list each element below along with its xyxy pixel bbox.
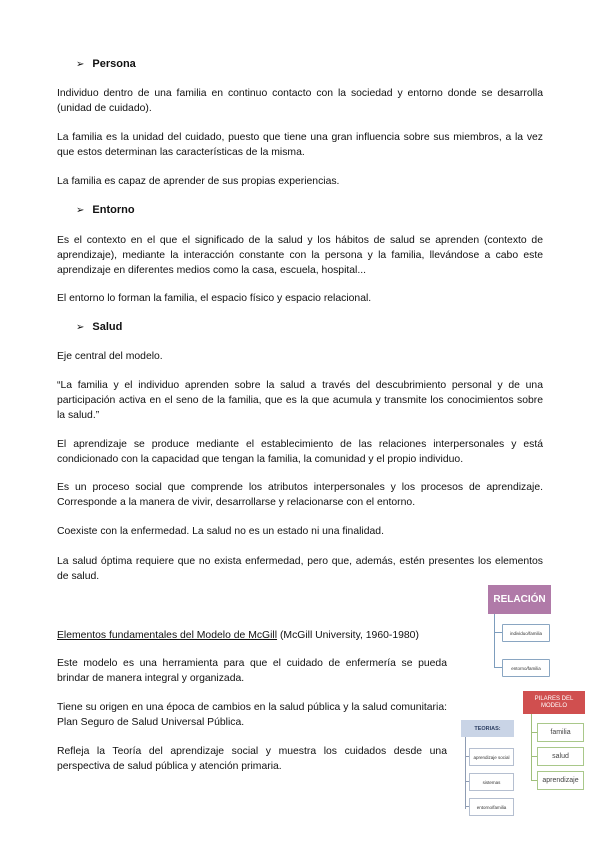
paragraph: Coexiste con la enfermedad. La salud no es un estado ni una finalidad. [57,526,384,537]
teorias-item: entorno/familia [469,798,514,816]
paragraph: La familia es la unidad del cuidado, puesto que tiene una gran influencia sobre sus miembros, a la vez que estos determinan las características de la misma. [57,132,543,158]
connector-line [494,632,502,633]
paragraph: Refleja la Teoría del aprendizaje social y muestra los cuidados desde una perspectiva de salud pública y atención primaria. [57,746,447,772]
relacion-item: entorno/familia [502,659,550,677]
teorias-title: TEORIAS: [461,720,514,737]
arrow-bullet-icon: ➢ [76,58,85,70]
arrow-bullet-icon: ➢ [76,321,85,333]
relacion-item: individuo/familia [502,624,550,642]
paragraph: El entorno lo forman la familia, el espacio físico y espacio relacional. [57,293,372,304]
arrow-bullet-icon: ➢ [76,204,85,216]
pilares-item: familia [537,723,584,742]
paragraph: Tiene su origen en una época de cambios en la salud pública y la salud comunitaria: Plan Seguro de Salud Universal Pública. [57,702,447,728]
paragraph: Eje central del modelo. [57,351,163,362]
paragraph: Este modelo es una herramienta para que el cuidado de enfermería se pueda brindar de manera integral y organizada. [57,658,447,684]
paragraph: Es el contexto en el que el significado de la salud y los hábitos de salud se aprenden (contexto de aprendizaje), mediante la interacción constante con la persona y la familia, llevándose a cabo este aprendizaje en diferentes medios como la casa, escuela, hospital... [57,235,543,276]
heading-entorno [76,204,135,216]
pilares-item: aprendizaje [537,771,584,790]
paragraph: El aprendizaje se produce mediante el establecimiento de las relaciones interpersonales y está condicionado con la capacidad que tengan la familia, la comunidad y el propio individuo. [57,439,543,465]
paragraph: La salud óptima requiere que no exista enfermedad, pero que, además, estén presentes los elementos de salud. [57,556,543,582]
teorias-item: aprendizaje social [469,748,514,766]
pilares-item: salud [537,747,584,766]
paragraph: “La familia y el individuo aprenden sobre la salud a través del descubrimiento personal y de una participación activa en el seno de la familia, que es la que acumula y transmite los conocimientos sobre la salud.” [57,380,543,421]
pilares-title: PILARES DEL MODELO [523,691,585,714]
title-rest: (McGill University, 1960-1980) [277,630,419,641]
connector-line [494,614,495,668]
heading-salud [76,321,122,333]
heading-text: Persona [92,58,136,70]
relacion-title: RELACIÓN [488,585,551,614]
paragraph: La familia es capaz de aprender de sus propias experiencias. [57,176,340,187]
section-title [57,628,447,643]
teorias-item: sistemas [469,773,514,791]
paragraph: Individuo dentro de una familia en continuo contacto con la sociedad y entorno donde se desarrolla (unidad de cuidado). [57,88,543,114]
heading-text: Entorno [92,204,135,216]
connector-line [465,737,466,809]
heading-text: Salud [92,321,123,333]
connector-line [531,714,532,781]
connector-line [494,667,502,668]
heading-persona [76,58,136,70]
title-link[interactable]: Elementos fundamentales del Modelo de McGill [57,630,278,641]
paragraph: Es un proceso social que comprende los atributos interpersonales y los procesos de aprendizaje. Corresponde a la manera de vivir, desarrollarse y relacionarse con el entorno. [57,482,543,508]
